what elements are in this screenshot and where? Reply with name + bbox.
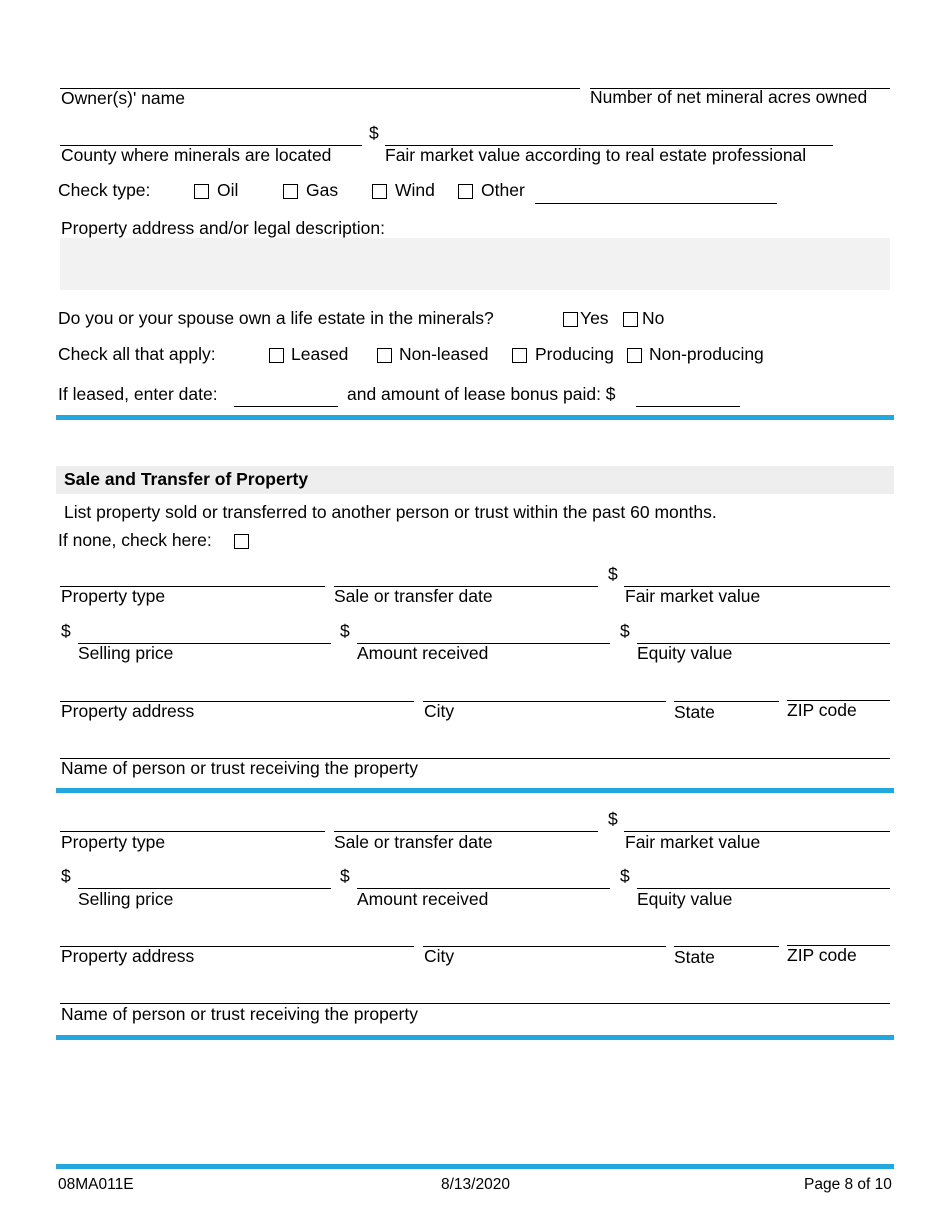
equity-currency-symbol: $ [620,621,630,641]
mineral-fmv-label: Fair market value according to real estate professional [385,145,807,165]
county-label: County where minerals are located [61,145,332,165]
producing-checkbox[interactable] [512,348,527,363]
gas-label: Gas [306,180,339,200]
non-producing-checkbox[interactable] [627,348,642,363]
life-estate-yes-checkbox[interactable] [563,312,578,327]
equity-currency-symbol: $ [620,866,630,886]
other-label: Other [481,180,525,200]
property-type-label: Property type [61,586,166,606]
property-type-label: Property type [61,832,166,852]
oil-label: Oil [217,180,239,200]
zip-code-label: ZIP code [787,700,857,720]
equity-value-label: Equity value [637,643,733,663]
recipient-name-label: Name of person or trust receiving the property [61,1004,418,1024]
city-label: City [424,701,455,721]
entry-divider [56,788,894,793]
form-date: 8/13/2020 [441,1176,510,1193]
life-estate-no-label: No [642,308,665,328]
sale-date-label: Sale or transfer date [334,586,493,606]
life-estate-yes-label: Yes [580,308,609,328]
amount-received-label: Amount received [357,889,489,909]
non-producing-label: Non-producing [649,344,764,364]
lease-date-label: If leased, enter date: [58,384,218,404]
life-estate-no-checkbox[interactable] [623,312,638,327]
other-checkbox[interactable] [458,184,473,199]
oil-checkbox[interactable] [194,184,209,199]
selling-price-label: Selling price [78,889,174,909]
zip-code-label: ZIP code [787,945,857,965]
sale-instruction: List property sold or transferred to another person or trust within the past 60 months. [64,502,717,522]
fair-market-value-label: Fair market value [625,586,761,606]
wind-checkbox[interactable] [372,184,387,199]
selling-price-currency-symbol: $ [61,621,71,641]
page-number: Page 8 of 10 [804,1176,892,1193]
recipient-name-label: Name of person or trust receiving the property [61,758,418,778]
lease-bonus-field[interactable] [636,406,740,407]
property-address-label: Property address [61,701,195,721]
equity-value-label: Equity value [637,889,733,909]
life-estate-question: Do you or your spouse own a life estate in the minerals? [58,308,494,328]
city-field[interactable] [423,701,666,702]
property-address-label: Property address [61,946,195,966]
fmv-currency-symbol: $ [608,564,618,584]
wind-label: Wind [395,180,435,200]
net-acres-label: Number of net mineral acres owned [590,87,868,107]
selling-price-label: Selling price [78,643,174,663]
other-type-field[interactable] [535,203,777,204]
producing-label: Producing [535,344,614,364]
lease-bonus-label: and amount of lease bonus paid: $ [347,384,616,404]
amount-received-currency-symbol: $ [340,866,350,886]
amount-received-label: Amount received [357,643,489,663]
city-label: City [424,946,455,966]
lease-date-field[interactable] [234,406,338,407]
fmv-currency-symbol: $ [608,809,618,829]
check-all-label: Check all that apply: [58,344,216,364]
section-title: Sale and Transfer of Property [64,469,309,489]
footer-divider [56,1164,894,1169]
fmv-currency-symbol: $ [369,123,379,143]
if-none-checkbox[interactable] [234,534,249,549]
gas-checkbox[interactable] [283,184,298,199]
non-leased-checkbox[interactable] [377,348,392,363]
check-type-label: Check type: [58,180,151,200]
owner-name-label: Owner(s)' name [61,88,185,108]
if-none-label: If none, check here: [58,530,212,550]
address-description-label: Property address and/or legal description: [61,218,385,238]
section-divider [56,415,894,420]
form-id: 08MA011E [58,1176,134,1193]
amount-received-currency-symbol: $ [340,621,350,641]
leased-checkbox[interactable] [269,348,284,363]
address-description-field[interactable] [60,238,890,290]
state-label: State [674,947,715,967]
non-leased-label: Non-leased [399,344,489,364]
sale-date-label: Sale or transfer date [334,832,493,852]
state-label: State [674,702,715,722]
selling-price-currency-symbol: $ [61,866,71,886]
leased-label: Leased [291,344,349,364]
city-field[interactable] [423,946,666,947]
fair-market-value-label: Fair market value [625,832,761,852]
entry-divider [56,1035,894,1040]
